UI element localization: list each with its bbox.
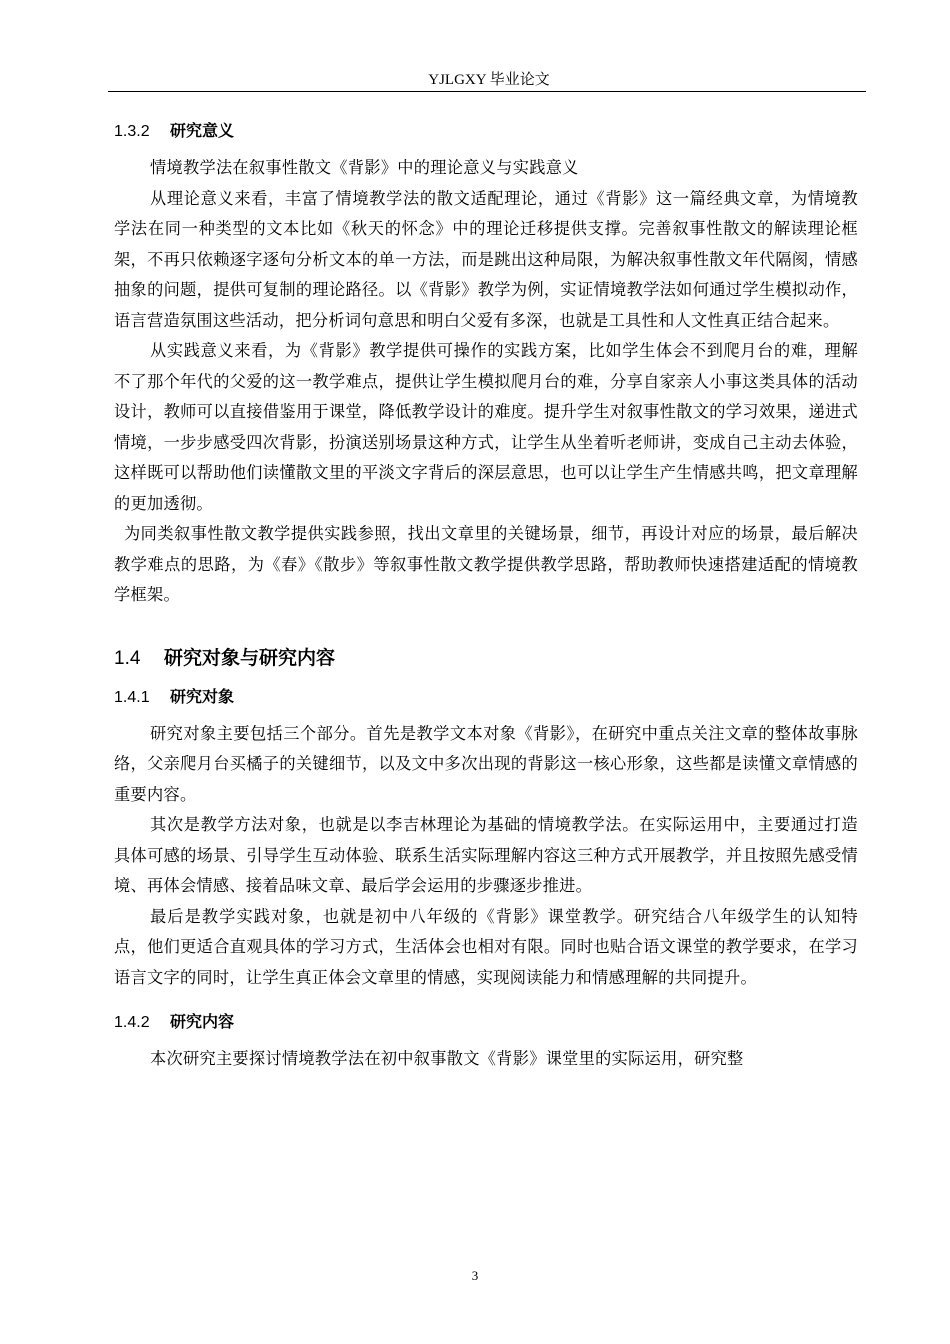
section-heading-1-3-2: [114, 120, 858, 143]
section-heading-1-4-2: [114, 1011, 858, 1034]
section-title: 研究对象与研究内容: [164, 646, 336, 669]
paragraph: 从理论意义来看，丰富了情境教学法的散文适配理论，通过《背影》这一篇经典文章，为情境教学法在同一种类型的文本比如《秋天的怀念》中的理论迁移提供支撑。完善叙事性散文的解读理论框架，不再只依赖逐字逐句分析文本的单一方法，而是跳出这种局限，为解决叙事性散文年代隔阂，情感抽象的问题，提供可复制的理论路径。以《背影》教学为例，实证情境教学法如何通过学生模拟动作，语言营造氛围这些活动，把分析词句意思和明白父爱有多深，也就是工具性和人文性真正结合起来。: [114, 188, 858, 330]
running-header: YJLGXY 毕业论文: [428, 72, 550, 88]
section-title: 研究意义: [170, 121, 235, 140]
section-title: 研究内容: [170, 1012, 235, 1031]
page-number: 3: [471, 1268, 479, 1283]
paragraph: 情境教学法在叙事性散文《背影》中的理论意义与实践意义: [150, 158, 579, 177]
paragraph: 从实践意义来看，为《背影》教学提供可操作的实践方案，比如学生体会不到爬月台的难，理解不了那个年代的父爱的这一教学难点，提供让学生模拟爬月台的难，分享自家亲人小事这类具体的活动设计，教师可以直接借鉴用于课堂，降低教学设计的难度。提升学生对叙事性散文的学习效果，递进式情境，一步步感受四次背影，扮演送别场景这种方式，让学生从坐着听老师讲，变成自己主动去体验，这样既可以帮助他们读懂散文里的平淡文字背后的深层意思，也可以让学生产生情感共鸣，把文章理解的更加透彻。: [114, 341, 858, 513]
paragraph: 研究对象主要包括三个部分。首先是教学文本对象《背影》，在研究中重点关注文章的整体故事脉络，父亲爬月台买橘子的关键细节，以及文中多次出现的背影这一核心形象，这些都是读懂文章情感的重要内容。: [114, 723, 858, 804]
page-content: [114, 110, 858, 1075]
section-heading-1-4-1: [114, 686, 858, 709]
section-number: 1.4.2: [114, 1014, 150, 1031]
section-number: 1.3.2: [114, 123, 150, 140]
paragraph: 最后是教学实践对象，也就是初中八年级的《背影》课堂教学。研究结合八年级学生的认知特点，他们更适合直观具体的学习方式，生活体会也相对有限。同时也贴合语文课堂的教学要求，在学习语言文字的同时，让学生真正体会文章里的情感，实现阅读能力和情感理解的共同提升。: [114, 906, 858, 987]
header-rule: [108, 91, 866, 92]
paragraph: 其次是教学方法对象，也就是以李吉林理论为基础的情境教学法。在实际运用中，主要通过打造具体可感的场景、引导学生互动体验、联系生活实际理解内容这三种方式开展教学，并且按照先感受情境、再体会情感、接着品味文章、最后学会运用的步骤逐步推进。: [114, 815, 858, 895]
section-number: 1.4.1: [114, 688, 150, 706]
paragraph: 本次研究主要探讨情境教学法在初中叙事散文《背影》课堂里的实际运用，研究整: [150, 1049, 744, 1068]
section-heading-1-4: [114, 645, 858, 672]
section-number: 1.4: [114, 647, 141, 669]
section-title: 研究对象: [170, 686, 235, 706]
paragraph: 为同类叙事性散文教学提供实践参照，找出文章里的关键场景，细节，再设计对应的场景，最后解决教学难点的思路，为《春》《散步》等叙事性散文教学提供教学思路，帮助教师快速搭建适配的情境教学框架。: [114, 524, 858, 604]
